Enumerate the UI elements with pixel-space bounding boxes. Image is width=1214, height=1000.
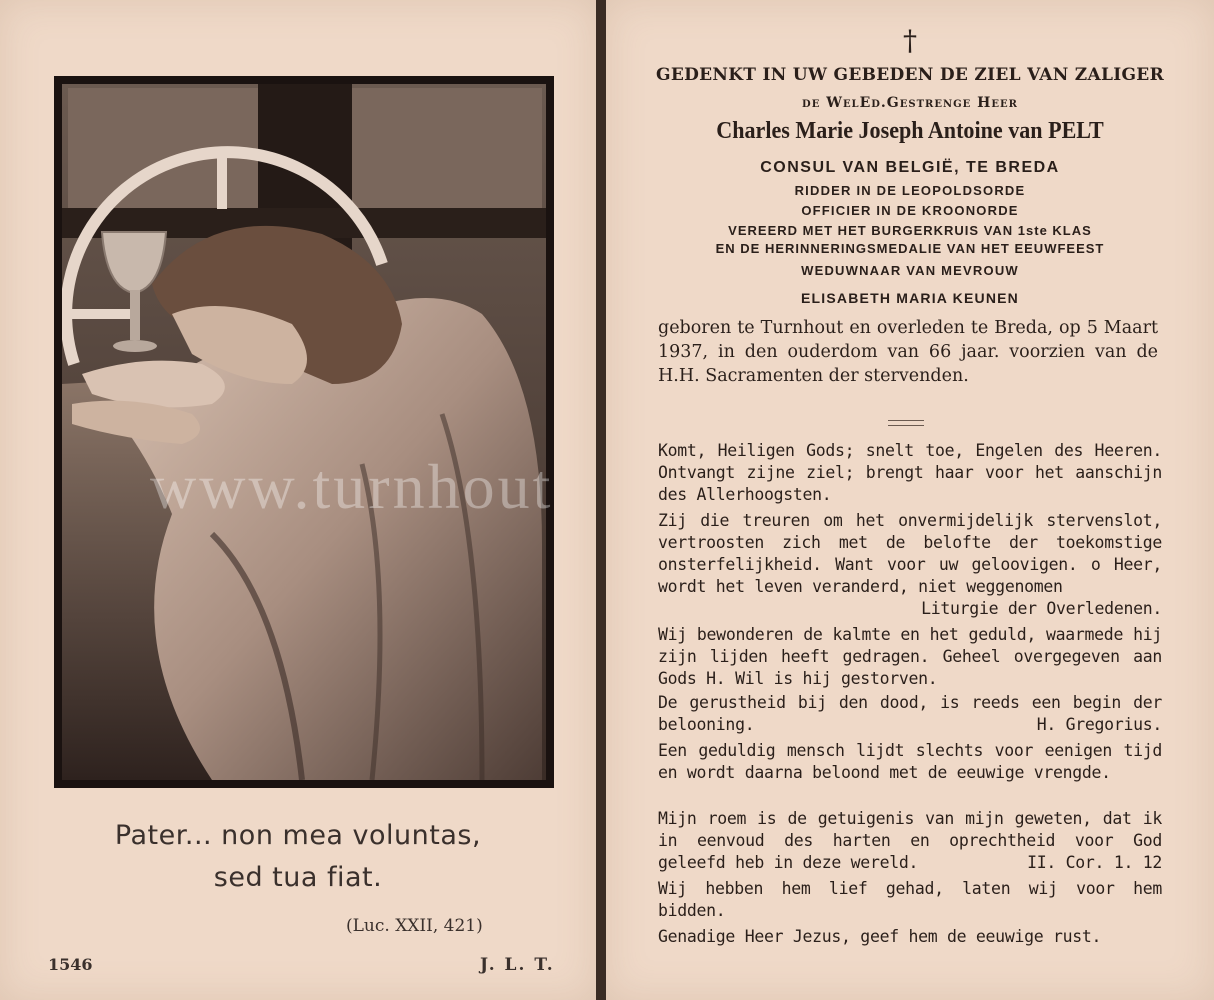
scripture-reference: (Luc. XXII, 421) bbox=[346, 916, 483, 936]
verse-4-attribution: H. Gregorius. bbox=[1036, 715, 1162, 734]
spouse-name: ELISABETH MARIA KEUNEN bbox=[801, 290, 1019, 306]
verse-2-attribution: Liturgie der Overledenen. bbox=[921, 599, 1162, 618]
title-widower: WEDUWNAAR VAN MEVROUW bbox=[801, 263, 1019, 278]
verse-8: Genadige Heer Jezus, geef hem de eeuwige rust. bbox=[658, 927, 1102, 946]
verse-6 bbox=[658, 808, 1162, 874]
holy-card-front bbox=[0, 0, 596, 1000]
divider bbox=[888, 420, 924, 426]
biography-text: geboren te Turnhout en overleden te Breda, op 5 Maart 1937, in den ouderdom van 66 jaar. voorzien van de H.H. Sacramenten der stervenden. bbox=[658, 318, 1158, 386]
title-leopold: RIDDER IN DE LEOPOLDSORDE bbox=[794, 183, 1026, 198]
verse-3: Wij bewonderen de kalmte en het geduld, waarmede hij zijn lijden heeft gedragen. Geheel overgegeven aan Gods H. Wil is hij gestorven. bbox=[658, 625, 1162, 688]
verse-2 bbox=[658, 510, 1162, 620]
verse-5: Een geduldig mensch lijdt slechts voor eenigen tijd en wordt daarna beloond met de eeuwige vrengde. bbox=[658, 741, 1162, 782]
verse-4 bbox=[658, 692, 1162, 736]
header-line-1: GEDENKT IN UW GEBEDEN DE ZIEL VAN ZALIGER bbox=[656, 65, 1164, 85]
holy-card-back bbox=[606, 0, 1214, 1000]
verse-4-text: De gerustheid bij den dood, is reeds een begin der belooning. bbox=[658, 693, 1162, 734]
title-medalie: EN DE HERINNERINGSMEDALIE VAN HET EEUWFEEST bbox=[715, 241, 1105, 256]
title-burgerkruis: VEREERD MET HET BURGERKRUIS VAN 1ste KLAS bbox=[728, 223, 1092, 238]
verse-6-text: Mijn roem is de getuigenis van mijn geweten, dat ik in eenvoud des harten en oprechtheid voor God geleefd heb in deze wereld. bbox=[658, 809, 1162, 872]
deceased-name: Charles Marie Joseph Antoine van PELT bbox=[716, 118, 1104, 144]
verse-7: Wij hebben hem lief gehad, laten wij voor hem bidden. bbox=[658, 879, 1162, 920]
caption-line-1: Pater... non mea voluntas, bbox=[114, 820, 482, 851]
illustration-graphic bbox=[62, 84, 546, 780]
card-number: 1546 bbox=[48, 955, 93, 974]
caption-line-2: sed tua fiat. bbox=[213, 862, 383, 893]
verse-6-attribution: II. Cor. 1. 12 bbox=[1027, 853, 1162, 872]
printer-mark: J. L. T. bbox=[480, 955, 555, 975]
cross-icon: † bbox=[903, 24, 917, 57]
header-line-2: de WelEd.Gestrenge Heer bbox=[802, 95, 1018, 111]
watermark: www.turnhout bbox=[150, 451, 554, 522]
title-kroon: OFFICIER IN DE KROONORDE bbox=[801, 203, 1019, 218]
christ-gethsemane-illustration bbox=[54, 76, 554, 788]
title-consul: CONSUL VAN BELGIË, TE BREDA bbox=[760, 159, 1060, 176]
verse-2-text: Zij die treuren om het onvermijdelijk stervenslot, vertroosten zich met de belofte der toekomstige onsterfelijkheid. Want voor uw geloovigen. o Heer, wordt het leven veranderd, niet weggenomen bbox=[658, 511, 1162, 596]
verse-1: Komt, Heiligen Gods; snelt toe, Engelen des Heeren. Ontvangt zijne ziel; brengt haar voor het aanschijn des Allerhoogsten. bbox=[658, 441, 1162, 504]
